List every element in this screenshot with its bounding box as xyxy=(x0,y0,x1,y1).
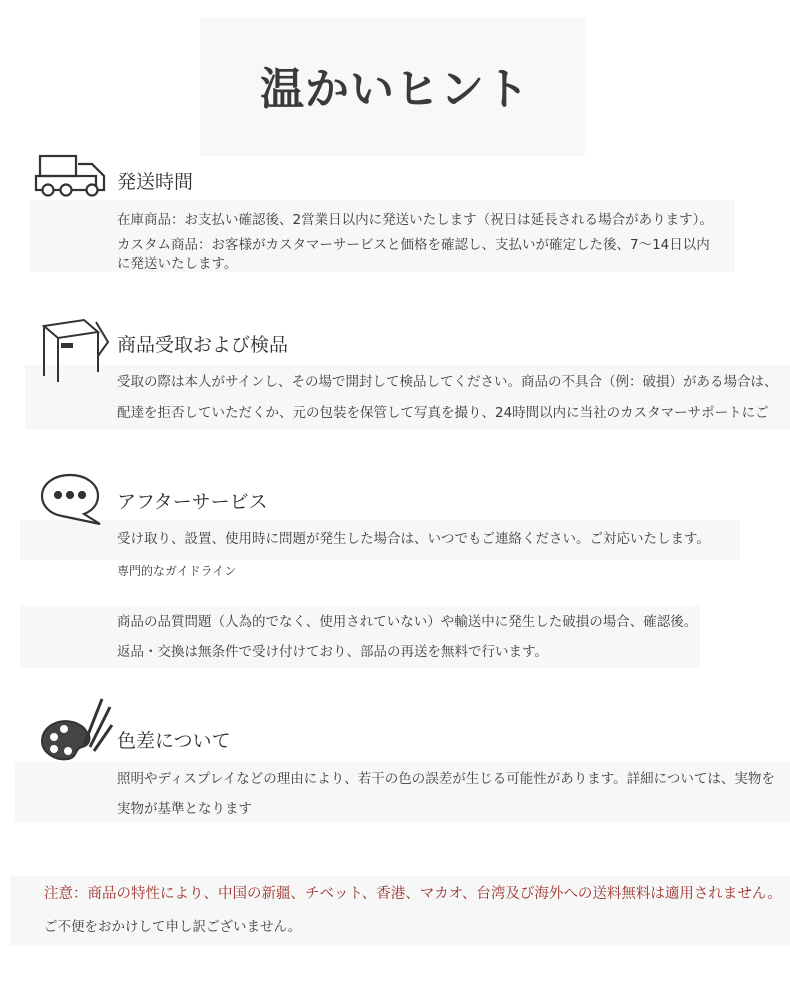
shipping-line-3: に発送いたします。 xyxy=(117,256,238,272)
apology-text: ご不便をおかけして申し訳ございません。 xyxy=(44,919,302,935)
shipping-heading: 発送時間 xyxy=(117,171,194,193)
after-service-line-3: 商品の品質問題（人為的でなく、使用されていない）や輸送中に発生した破損の場合、確認後。 xyxy=(117,614,698,630)
color-line-2: 実物が基準となります xyxy=(117,801,252,817)
receipt-heading: 商品受取および検品 xyxy=(117,334,289,356)
speech-bubble-icon xyxy=(40,472,104,526)
shipping-notice: 注意：商品の特性により、中国の新疆、チベット、香港、マカオ、台湾及び海外への送料無料は適用されません。 xyxy=(44,886,782,902)
after-service-line-1: 受け取り、設置、使用時に問題が発生した場合は、いつでもご連絡ください。ご対応いたします。 xyxy=(117,531,710,547)
box-icon xyxy=(40,316,112,386)
palette-icon xyxy=(40,695,114,767)
after-service-guideline: 専門的なガイドライン xyxy=(117,564,237,578)
shipping-line-2: カスタム商品：お客様がカスタマーサービスと価格を確認し、支払いが確定した後、7〜14日以内 xyxy=(117,237,710,253)
receipt-line-2: 配達を拒否していただくか、元の包装を保管して写真を撮り、24時間以内に当社のカスタマーサポートにご xyxy=(117,405,769,421)
after-service-heading: アフターサービス xyxy=(117,491,268,513)
truck-icon xyxy=(34,150,118,198)
shipping-line-1: 在庫商品：お支払い確認後、2営業日以内に発送いたします（祝日は延長される場合があります）。 xyxy=(117,212,713,228)
after-service-line-4: 返品・交換は無条件で受け付けており、部品の再送を無料で行います。 xyxy=(117,644,548,660)
page-title: 温かいヒント xyxy=(260,64,530,115)
receipt-line-1: 受取の際は本人がサインし、その場で開封して検品してください。商品の不具合（例：破損）がある場合は、 xyxy=(117,374,778,390)
color-line-1: 照明やディスプレイなどの理由により、若干の色の誤差が生じる可能性があります。詳細については、実物を xyxy=(117,771,775,787)
color-heading: 色差について xyxy=(117,730,231,752)
